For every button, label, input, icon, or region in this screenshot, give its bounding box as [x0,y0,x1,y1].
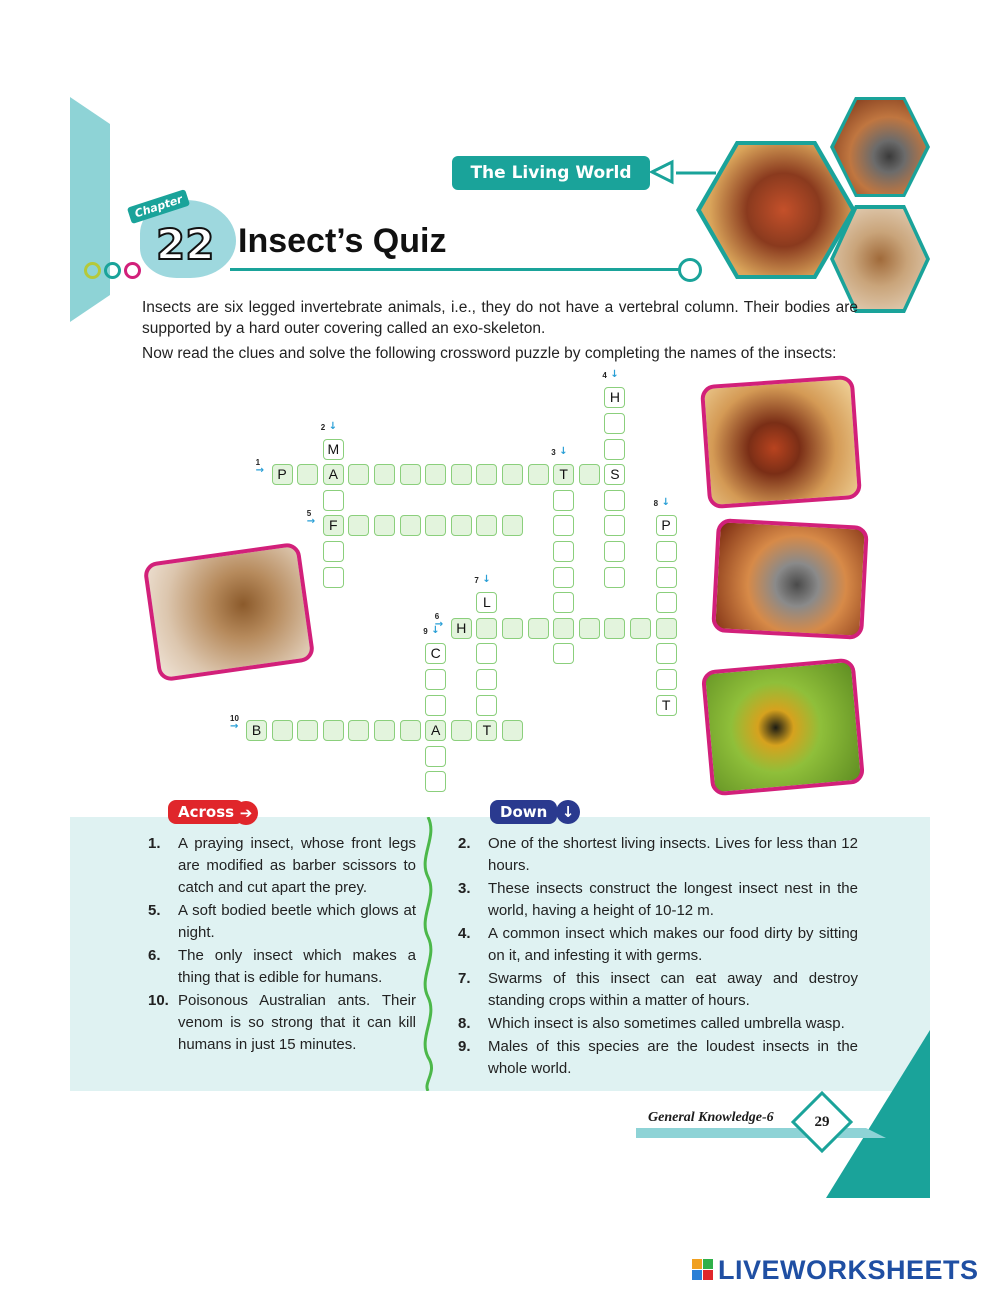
crossword-cell[interactable] [502,720,523,741]
crossword-cell[interactable] [451,464,472,485]
crossword-cell[interactable] [502,464,523,485]
wavy-divider [418,817,438,1091]
arrow-down-icon: ↓ [482,574,491,586]
crossword-cell[interactable]: A [425,720,446,741]
instructions-paragraph: Now read the clues and solve the following crossword puzzle by completing the names of the insects: [142,345,837,362]
crossword-cell[interactable] [502,515,523,536]
arrow-down-icon: ↓ [431,625,440,637]
crossword-cell[interactable] [400,464,421,485]
crossword-cell[interactable] [656,541,677,562]
book-title: General Knowledge-6 [648,1110,774,1125]
crossword-cell[interactable] [425,515,446,536]
crossword-cell[interactable]: T [656,695,677,716]
crossword-cell[interactable] [425,464,446,485]
clue-number-1: 1 [255,458,261,468]
intro-paragraph: Insects are six legged invertebrate animals, i.e., they do not have a vertebral column. Their bodies are supported by a hard outer covering called an exo-skeleton. [142,299,858,337]
clue-number-9: 9 [423,627,428,637]
crossword-cell[interactable] [604,567,625,588]
page-title: Insect’s Quiz [238,222,447,260]
crossword-cell[interactable]: F [323,515,344,536]
crossword-cell[interactable] [656,643,677,664]
crossword-cell[interactable] [297,720,318,741]
topic-tag: The Living World [452,156,650,190]
clue-number: 8. [458,1015,471,1032]
wasp-photo [701,658,865,797]
crossword-cell[interactable] [425,771,446,792]
crossword-cell[interactable] [425,746,446,767]
arrow-right-icon: → [306,516,316,528]
clue-text: Swarms of this insect can eat away and destroy standing crops within a matter of hours. [488,970,858,1009]
crossword-cell[interactable] [604,618,625,639]
decorative-dots [84,262,144,283]
crossword-cell[interactable] [297,464,318,485]
crossword-cell[interactable]: T [476,720,497,741]
crossword-cell[interactable] [374,464,395,485]
clue-number: 7. [458,970,471,987]
crossword-cell[interactable] [553,592,574,613]
crossword-cell[interactable] [656,669,677,690]
arrow-down-icon: ↓ [661,497,670,509]
crossword-cell[interactable] [656,592,677,613]
crossword-cell[interactable] [604,490,625,511]
clue-number-8: 8 [653,499,659,509]
down-badge: Down [490,800,557,824]
crossword-cell[interactable] [400,720,421,741]
clue-number: 2. [458,835,471,852]
brand-name: LIVEWORKSHEETS [718,1255,979,1285]
clue-number: 3. [458,880,471,897]
crossword-cell[interactable] [348,515,369,536]
arrow-right-icon: → [255,465,264,477]
clue-text: A common insect which makes our food dirty by sitting on it, and infesting it with germs. [488,925,858,964]
crossword-cell[interactable] [476,669,497,690]
arrow-right-icon: ➔ [234,801,258,825]
crossword-cell[interactable]: T [553,464,574,485]
header-photo-cluster [696,97,930,315]
crossword-cell[interactable] [553,515,574,536]
crossword-cell[interactable] [604,413,625,434]
crossword-cell[interactable] [323,490,344,511]
crossword-cell[interactable] [502,618,523,639]
crossword-cell[interactable]: A [323,464,344,485]
crossword-cell[interactable] [348,720,369,741]
arrow-down-icon: ↓ [559,446,568,458]
crossword-cell[interactable] [374,720,395,741]
crossword-cell[interactable] [604,541,625,562]
crossword-cell[interactable] [553,567,574,588]
clue-text: One of the shortest living insects. Lives for less than 12 hours. [488,835,858,874]
crossword-cell[interactable] [476,695,497,716]
crossword-cell[interactable]: L [476,592,497,613]
crossword-cell[interactable] [476,464,497,485]
crossword-cell[interactable]: H [604,387,625,408]
crossword-cell[interactable]: H [451,618,472,639]
crossword-cell[interactable]: P [656,515,677,536]
grasshopper-photo-left [142,542,315,683]
clue-number-2: 2 [320,422,326,432]
clue-number-6: 6 [434,611,440,621]
crossword-cell[interactable]: S [604,464,625,485]
crossword-cell[interactable] [579,464,600,485]
crossword-cell[interactable] [348,464,369,485]
crossword-cell[interactable] [425,695,446,716]
liveworksheets-logo-icon [692,1259,714,1281]
crossword-cell[interactable] [400,515,421,536]
crossword-cell[interactable]: B [246,720,267,741]
clue-text: A praying insect, whose front legs are modified as barber scissors to catch and cut apart the prey. [178,835,416,896]
arrow-right-icon: → [230,721,239,733]
clue-number: 1. [148,835,161,852]
crossword-cell[interactable]: C [425,643,446,664]
chapter-number: 22 [156,220,215,269]
decorative-left-bar [70,97,110,322]
clue-number-5: 5 [306,509,312,519]
crossword-cell[interactable] [528,464,549,485]
chapter-label: Chapter [127,189,191,224]
fly-photo-right [711,518,869,640]
crossword-cell[interactable]: P [272,464,293,485]
crossword-cell[interactable]: M [323,439,344,460]
clue-number: 10. [148,992,169,1009]
clue-number: 6. [148,947,161,964]
clue-number-3: 3 [551,448,556,458]
clue-text: Poisonous Australian ants. Their venom is so strong that it can kill humans in just 15 minutes. [178,992,416,1053]
clue-number: 9. [458,1038,471,1055]
crossword-cell[interactable] [323,567,344,588]
crossword-cell[interactable] [553,541,574,562]
clue-number: 5. [148,902,161,919]
crossword-cell[interactable] [630,618,651,639]
clue-text: These insects construct the longest insect nest in the world, having a height of 10-12 m. [488,880,858,919]
crossword-cell[interactable] [272,720,293,741]
crossword-cell[interactable] [528,618,549,639]
title-underline [230,268,686,271]
crossword-cell[interactable] [604,515,625,536]
crossword-cell[interactable] [553,618,574,639]
crossword-cell[interactable] [323,720,344,741]
crossword-cell[interactable] [451,720,472,741]
arrow-right-icon: → [434,618,444,630]
crossword-cell[interactable] [553,643,574,664]
clue-text: The only insect which makes a thing that is edible for humans. [178,947,416,986]
page-number: 29 [814,1114,830,1130]
crossword-cell[interactable] [374,515,395,536]
crossword-cell[interactable] [656,567,677,588]
crossword-cell[interactable] [579,618,600,639]
arrow-left-icon [650,158,678,186]
crossword-cell[interactable] [476,515,497,536]
crossword-cell[interactable] [604,439,625,460]
clue-text: Males of this species are the loudest insects in the whole world. [488,1038,858,1077]
clue-text: A soft bodied beetle which glows at night. [178,902,416,941]
crossword-cell[interactable] [476,643,497,664]
clue-number: 4. [458,925,471,942]
crossword-cell[interactable] [425,669,446,690]
crossword-cell[interactable] [553,490,574,511]
crossword-cell[interactable] [323,541,344,562]
arrow-down-icon: ↓ [556,800,580,824]
crossword-cell[interactable] [451,515,472,536]
across-badge: Across [168,800,244,824]
crossword-cell[interactable] [476,618,497,639]
clue-number-7: 7 [474,576,479,586]
arrow-down-icon: ↓ [610,369,619,381]
clue-number-10: 10 [230,714,239,724]
clue-text: Which insect is also sometimes called umbrella wasp. [488,1015,845,1032]
clue-number-4: 4 [602,371,607,381]
crossword-cell[interactable] [656,618,677,639]
arrow-down-icon: ↓ [328,420,338,432]
ant-photo-right [700,375,862,509]
